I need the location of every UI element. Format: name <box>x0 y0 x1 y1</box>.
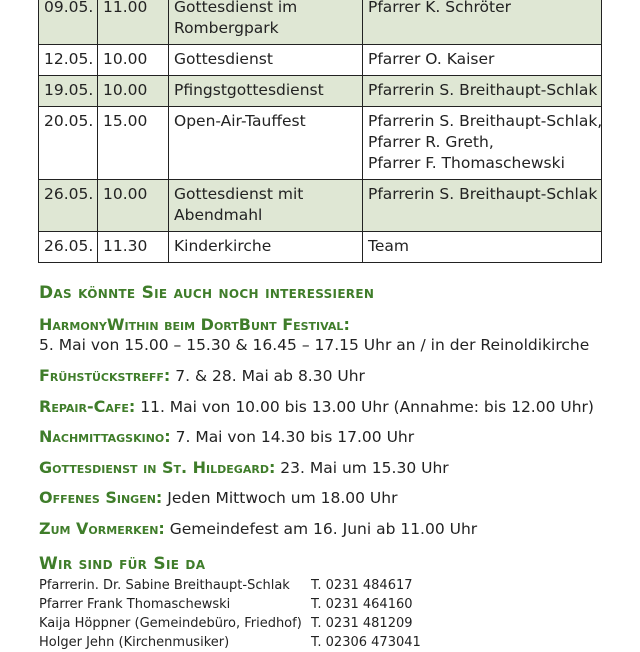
contact-name: Pfarrerin. Dr. Sabine Breithaupt-Schlak <box>39 578 290 593</box>
schedule-person-line: Pfarrerin S. Breithaupt-Schlak <box>368 81 598 99</box>
harmony-info <box>39 314 589 356</box>
schedule-date: 20.05. <box>39 107 98 180</box>
info-text: Jeden Mittwoch um 18.00 Uhr <box>162 489 398 507</box>
schedule-event-line: Abendmahl <box>174 206 263 224</box>
info-label: Nachmittagskino: <box>39 427 171 446</box>
schedule-event-line: Gottesdienst <box>174 50 273 68</box>
schedule-event <box>169 232 363 263</box>
harmony-text: 5. Mai von 15.00 – 15.30 & 16.45 – 17.15 Uhr an / in der Reinoldikirche <box>39 336 590 354</box>
schedule-body <box>39 0 602 263</box>
schedule-row <box>39 0 602 45</box>
info-line-nachmittagskino <box>39 427 414 446</box>
schedule-event-line: Pfingstgottesdienst <box>174 81 324 99</box>
schedule-time: 15.00 <box>98 107 169 180</box>
schedule-date: 09.05. <box>39 0 98 45</box>
schedule-time: 11.00 <box>98 0 169 45</box>
schedule-date: 26.05. <box>39 232 98 263</box>
info-line-vormerken <box>39 519 477 538</box>
schedule-person <box>363 232 602 263</box>
schedule-time: 10.00 <box>98 45 169 76</box>
schedule-person-line: Pfarrer O. Kaiser <box>368 50 495 68</box>
contact-phone: T. 02306 473041 <box>311 635 421 650</box>
contact-row <box>39 614 421 633</box>
info-text: 7. & 28. Mai ab 8.30 Uhr <box>170 367 365 385</box>
schedule-table <box>38 0 602 263</box>
schedule-event <box>169 0 363 45</box>
schedule-person-line: Pfarrerin S. Breithaupt-Schlak <box>368 185 598 203</box>
schedule-event-line: Gottesdienst mit <box>174 185 304 203</box>
schedule-event <box>169 76 363 107</box>
schedule-event <box>169 107 363 180</box>
contact-name: Kaija Höppner (Gemeindebüro, Friedhof) <box>39 616 302 631</box>
info-label: Gottesdienst in St. Hildegard: <box>39 458 276 477</box>
info-line-offenes-singen <box>39 488 397 507</box>
schedule-date: 12.05. <box>39 45 98 76</box>
info-text: 23. Mai um 15.30 Uhr <box>275 459 449 477</box>
contact-name: Pfarrer Frank Thomaschewski <box>39 597 231 612</box>
schedule-event-line: Rombergpark <box>174 19 279 37</box>
info-text: 7. Mai von 14.30 bis 17.00 Uhr <box>170 428 415 446</box>
contacts-heading: Wir sind für Sie da <box>39 554 206 574</box>
schedule-person-line: Pfarrerin S. Breithaupt-Schlak, <box>368 112 603 130</box>
schedule-person <box>363 0 602 45</box>
schedule-person <box>363 76 602 107</box>
contact-row <box>39 576 421 595</box>
schedule-time: 10.00 <box>98 76 169 107</box>
schedule-row <box>39 76 602 107</box>
info-line-fruehstueck <box>39 366 365 385</box>
info-label: Zum Vormerken: <box>39 519 165 538</box>
schedule-row <box>39 107 602 180</box>
schedule-row <box>39 232 602 263</box>
contact-phone: T. 0231 481209 <box>311 616 413 631</box>
contact-row <box>39 595 421 614</box>
contact-name: Holger Jehn (Kirchenmusiker) <box>39 635 230 650</box>
info-text: 11. Mai von 10.00 bis 13.00 Uhr (Annahme: bis 12.00 Uhr) <box>135 398 594 416</box>
schedule-row <box>39 45 602 76</box>
schedule-person-line: Pfarrer R. Greth, <box>368 133 494 151</box>
info-label: Offenes Singen: <box>39 488 163 507</box>
schedule-date: 19.05. <box>39 76 98 107</box>
schedule-row <box>39 180 602 232</box>
contact-row <box>39 633 421 652</box>
schedule-person <box>363 107 602 180</box>
info-text: Gemeindefest am 16. Juni ab 11.00 Uhr <box>164 520 478 538</box>
info-label: Repair-Cafe: <box>39 397 136 416</box>
schedule-time: 10.00 <box>98 180 169 232</box>
contact-phone: T. 0231 464160 <box>311 597 413 612</box>
schedule-event <box>169 180 363 232</box>
schedule-person-line: Pfarrer F. Thomaschewski <box>368 154 565 172</box>
schedule-person <box>363 45 602 76</box>
schedule-person-line: Pfarrer K. Schröter <box>368 0 511 16</box>
schedule-time: 11.30 <box>98 232 169 263</box>
info-line-repair-cafe <box>39 397 594 416</box>
schedule-person <box>363 180 602 232</box>
schedule-event-line: Kinderkirche <box>174 237 272 255</box>
interest-heading: Das könnte Sie auch noch interessieren <box>39 283 375 303</box>
info-line-st-hildegard <box>39 458 449 477</box>
schedule-event-line: Open-Air-Tauffest <box>174 112 306 130</box>
schedule-person-line: Team <box>368 237 409 255</box>
harmony-label: HarmonyWithin beim DortBunt Festival: <box>39 315 350 334</box>
contact-phone: T. 0231 484617 <box>311 578 413 593</box>
schedule-date: 26.05. <box>39 180 98 232</box>
contacts-list <box>39 576 421 652</box>
schedule-event <box>169 45 363 76</box>
info-label: Frühstückstreff: <box>39 366 171 385</box>
schedule-event-line: Gottesdienst im <box>174 0 298 16</box>
